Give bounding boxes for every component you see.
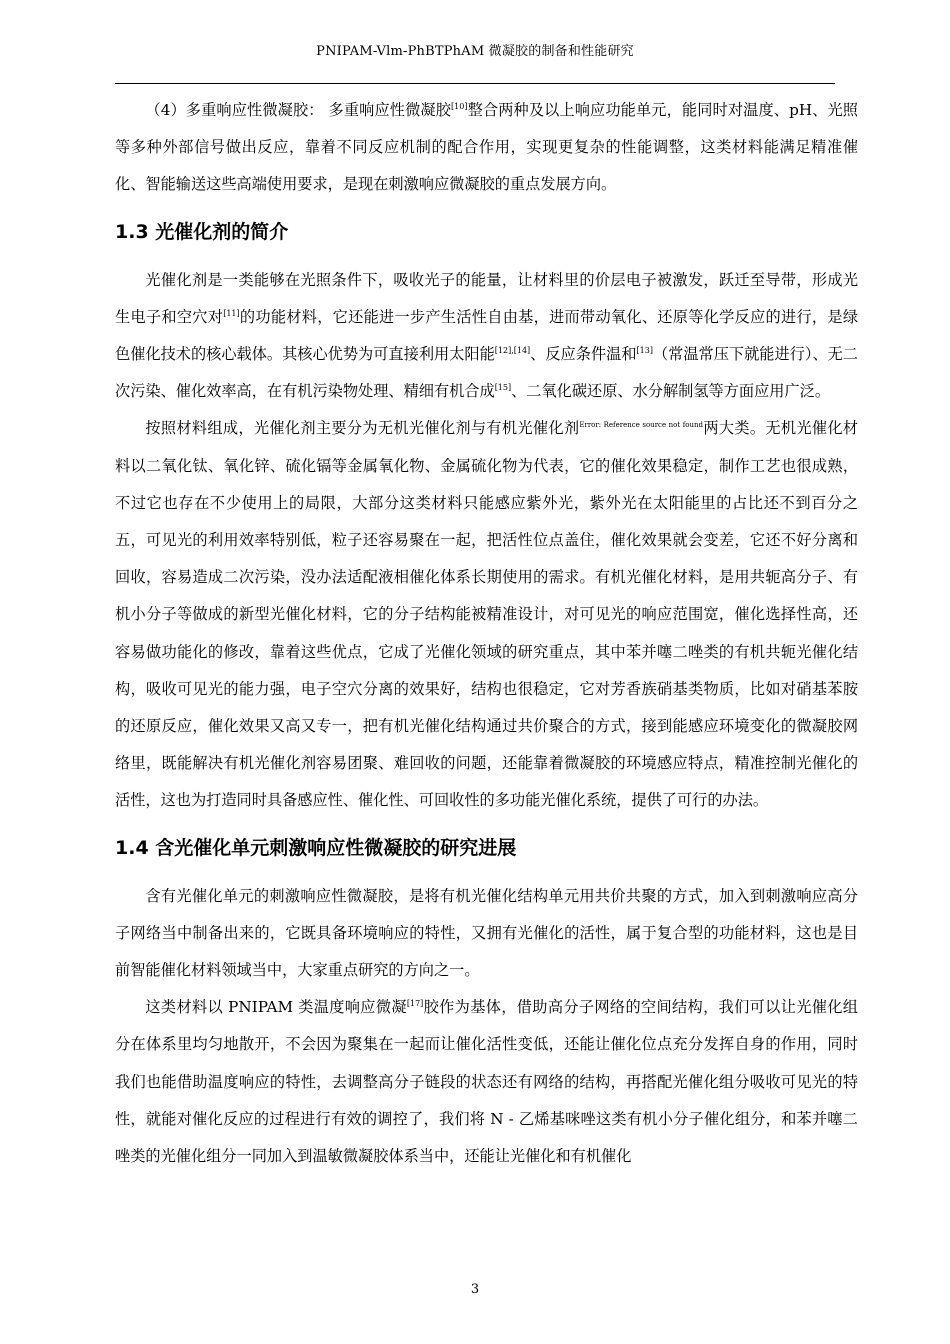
paragraph-photocatalyst-definition: 光催化剂是一类能够在光照条件下，吸收光子的能量，让材料里的价层电子被激发，跃迁至导带，形成光生电子和空穴对[11]的功能材料，它还能进一步产生活性自由基，进而带动氧化、还原等化学反应的进行，是绿色催化技术的核心载体。其核心优势为可直接利用太阳能[12],[14]、反应条件温和[13]（常温常压下就能进行）、无二次污染、催化效率高，在有机污染物处理、精细有机合成[15]、二氧化碳还原、水分解制氢等方面应用广泛。 [115, 270, 859, 401]
reference-error-note: Error: Reference source not found [579, 421, 704, 430]
page-number: 3 [470, 1282, 480, 1297]
header-title: PNIPAM-Vlm-PhBTPhAM 微凝胶的制备和性能研究 [316, 44, 634, 59]
paragraph-photocatalytic-microgel-intro: 含有光催化单元的刺激响应性微凝胶，是将有机光催化结构单元用共价共聚的方式，加入到刺激响应高分子网络当中制备出来的，它既具备环境响应的特性，又拥有光催化的活性，属于复合型的功能材料，这也是目前智能催化材料领域当中，大家重点研究的方向之一。 [115, 886, 858, 980]
paragraph-multi-responsive-microgel: （4）多重响应性微凝胶： 多重响应性微凝胶[10]整合两种及以上响应功能单元，能同时对温度、pH、光照等多种外部信号做出反应，靠着不同反应机制的配合作用，实现更复杂的性能调整，这类材料能满足精准催化、智能输送这些高端使用要求，是现在刺激响应微凝胶的重点发展方向。 [115, 101, 858, 194]
citation-13: [13] [636, 346, 653, 356]
citation-12-14: [12],[14] [494, 346, 531, 356]
body-content [115, 92, 858, 1175]
section-heading-1-4: 1.4 含光催化单元刺激响应性微凝胶的研究进展 [115, 836, 517, 859]
running-header [115, 40, 835, 84]
section-heading-1-3: 1.3 光催化剂的简介 [115, 220, 289, 243]
citation-11: [11] [223, 308, 240, 318]
citation-10: [10] [451, 102, 468, 111]
paragraph-pnipam-based-material: 这类材料以 PNIPAM 类温度响应微凝[17]胶作为基体，借助高分子网络的空间结构，我们可以让光催化组分在体系里均匀地散开，不会因为聚集在一起而让催化活性变低，还能让催化位点充分发挥自身的作用，同时我们也能借助温度响应的特性，去调整高分子链段的状态还有网络的结构，再搭配光催化组分吸收可见光的特性，就能对催化反应的过程进行有效的调控了，我们将 N - 乙烯基咪唑这类有机小分子催化组分，和苯并噻二唑类的光催化组分一同加入到温敏微凝胶体系当中，还能让光催化和有机催化 [115, 998, 858, 1166]
citation-17: [17] [406, 999, 424, 1009]
paragraph-photocatalyst-classification: 按照材料组成，光催化剂主要分为无机光催化剂与有机光催化剂$^{Error: Reference source not found}$两大类。无机光催化材料以二氧化钛、氧化锌、硫化镉等金属氧化物、金属硫化物为代表，它的催化效果稳定，制作工艺也很成熟，不过它也存在不少使用上的局限，大部分这类材料只能感应紫外光，紫外光在太阳能里的占比还不到百分之五，可见光的利用效率特别低，粒子还容易聚在一起，把活性位点盖住，催化效果就会变差，它还不好分离和回收，容易造成二次污染，没办法适配液相催化体系长期使用的需求。有机光催化材料，是用共轭高分子、有机小分子等做成的新型光催化材料，它的分子结构能被精准设计，对可见光的响应范围宽，催化选择性高，还容易做功能化的修改，靠着这些优点，它成了光催化领域的研究重点，其中苯并噻二唑类的有机共轭光催化结构，吸收可见光的能力强，电子空穴分离的效果好，结构也很稳定，它对芳香族硝基类物质，比如对硝基苯胺的还原反应，催化效果又高又专一，把有机光催化结构通过共价聚合的方式，接到能感应环境变化的微凝胶网络里，既能解决有机光催化剂容易团聚、难回收的问题，还能靠着微凝胶的环境感应特点，精准控制光催化的活性，这也为打造同时具备感应性、催化性、可回收性的多功能光催化系统，提供了可行的办法。 [115, 419, 859, 810]
citation-15: [15] [494, 383, 512, 393]
